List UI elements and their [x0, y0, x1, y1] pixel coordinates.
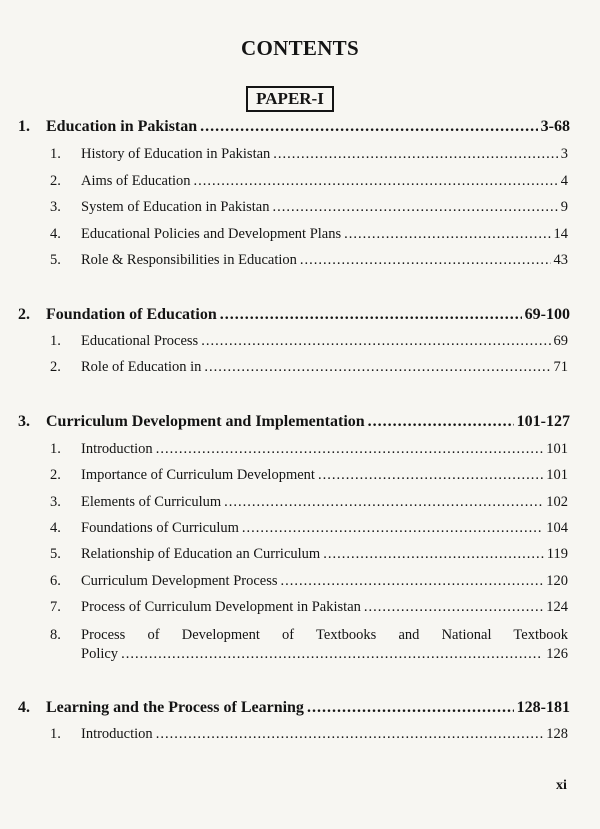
item-title: Introduction	[81, 726, 153, 742]
item-title: Curriculum Development Process	[81, 573, 278, 589]
toc-item-1-3[interactable]	[50, 199, 568, 216]
toc-item-3-1[interactable]	[50, 441, 568, 458]
dot-leader	[201, 333, 550, 350]
item-page: 128	[546, 726, 568, 742]
item-title: Process of Curriculum Development in Pakistan	[81, 599, 361, 615]
item-number: 2.	[50, 467, 61, 483]
dot-leader	[281, 573, 544, 590]
item-page: 104	[546, 520, 568, 536]
toc-item-1-4[interactable]	[50, 226, 568, 243]
item-page: 101	[546, 441, 568, 457]
toc-item-3-6[interactable]	[50, 573, 568, 590]
item-title: History of Education in Pakistan	[81, 146, 271, 162]
chapter-number: 1.	[18, 118, 30, 135]
dot-leader	[204, 359, 550, 376]
dot-leader	[242, 520, 543, 537]
toc-item-2-2[interactable]	[50, 359, 568, 376]
chapter-pages: 128-181	[516, 699, 570, 716]
chapter-2-entry[interactable]	[18, 306, 570, 324]
dot-leader	[200, 118, 538, 136]
toc-item-3-5[interactable]	[50, 546, 568, 563]
dot-leader	[300, 252, 551, 269]
chapter-4-entry[interactable]	[18, 699, 570, 717]
item-number: 1.	[50, 441, 61, 457]
item-number: 4.	[50, 520, 61, 536]
item-page: 14	[553, 226, 568, 242]
chapter-pages: 101-127	[516, 413, 570, 430]
chapter-3-entry[interactable]	[18, 413, 570, 431]
item-title: Aims of Education	[81, 173, 191, 189]
dot-leader	[307, 699, 514, 717]
chapter-title: Education in Pakistan	[46, 118, 198, 135]
item-number: 2.	[50, 173, 61, 189]
item-title: Introduction	[81, 441, 153, 457]
toc-item-3-3[interactable]	[50, 494, 568, 511]
item-page: 126	[546, 646, 568, 662]
toc-item-1-5[interactable]	[50, 252, 568, 269]
item-page: 71	[553, 359, 568, 375]
item-number: 5.	[50, 252, 61, 268]
toc-item-1-1[interactable]	[50, 146, 568, 163]
page-title: CONTENTS	[241, 36, 359, 60]
item-page: 124	[546, 599, 568, 615]
item-number: 8.	[50, 627, 61, 643]
dot-leader	[156, 441, 544, 458]
item-title: Educational Process	[81, 333, 199, 349]
dot-leader	[318, 467, 543, 484]
item-title: Role of Education in	[81, 359, 202, 375]
item-title: Importance of Curriculum Development	[81, 467, 315, 483]
chapter-number: 2.	[18, 306, 30, 323]
dot-leader	[220, 306, 522, 324]
item-title-line-1: Process of Development of Textbooks and National Textbook	[81, 627, 568, 643]
dot-leader	[121, 645, 543, 664]
page-number: xi	[556, 778, 567, 793]
dot-leader	[368, 413, 514, 431]
item-page: 4	[560, 173, 568, 189]
dot-leader	[194, 173, 558, 190]
item-number: 7.	[50, 599, 61, 615]
chapter-number: 3.	[18, 413, 30, 430]
dot-leader	[364, 599, 543, 616]
dot-leader	[273, 146, 557, 163]
toc-item-4-1[interactable]	[50, 726, 568, 743]
item-page: 120	[546, 573, 568, 589]
item-number: 2.	[50, 359, 61, 375]
item-number: 6.	[50, 573, 61, 589]
toc-item-2-1[interactable]	[50, 333, 568, 350]
item-number: 1.	[50, 146, 61, 162]
dot-leader	[272, 199, 557, 216]
item-page: 101	[546, 467, 568, 483]
chapter-number: 4.	[18, 699, 30, 716]
item-number: 3.	[50, 199, 61, 215]
item-title: Educational Policies and Development Plans	[81, 226, 342, 242]
dot-leader	[323, 546, 544, 563]
item-title: Elements of Curriculum	[81, 494, 222, 510]
dot-leader	[344, 226, 550, 243]
item-page: 9	[560, 199, 568, 215]
item-page: 119	[546, 546, 568, 562]
item-number: 1.	[50, 726, 61, 742]
chapter-title: Learning and the Process of Learning	[46, 699, 304, 716]
paper-heading-box	[246, 86, 334, 112]
chapter-title: Curriculum Development and Implementation	[46, 413, 365, 430]
item-page: 102	[546, 494, 568, 510]
toc-item-3-8[interactable]	[50, 626, 568, 664]
toc-item-3-2[interactable]	[50, 467, 568, 484]
dot-leader	[156, 726, 544, 743]
chapter-pages: 69-100	[524, 306, 570, 323]
item-page: 3	[560, 146, 568, 162]
chapter-pages: 3-68	[540, 118, 570, 135]
item-title: System of Education in Pakistan	[81, 199, 270, 215]
chapter-1-entry[interactable]	[18, 118, 570, 136]
item-title-line-2: Policy	[81, 646, 119, 662]
item-title: Role & Responsibilities in Education	[81, 252, 297, 268]
item-number: 5.	[50, 546, 61, 562]
item-page: 43	[553, 252, 568, 268]
item-number: 1.	[50, 333, 61, 349]
item-number: 4.	[50, 226, 61, 242]
toc-item-3-4[interactable]	[50, 520, 568, 537]
item-number: 3.	[50, 494, 61, 510]
item-title: Foundations of Curriculum	[81, 520, 239, 536]
paper-heading: PAPER-I	[256, 89, 324, 108]
chapter-title: Foundation of Education	[46, 306, 217, 323]
item-title: Relationship of Education an Curriculum	[81, 546, 321, 562]
toc-item-3-7[interactable]	[50, 599, 568, 616]
toc-item-1-2[interactable]	[50, 173, 568, 190]
item-page: 69	[553, 333, 568, 349]
dot-leader	[224, 494, 543, 511]
